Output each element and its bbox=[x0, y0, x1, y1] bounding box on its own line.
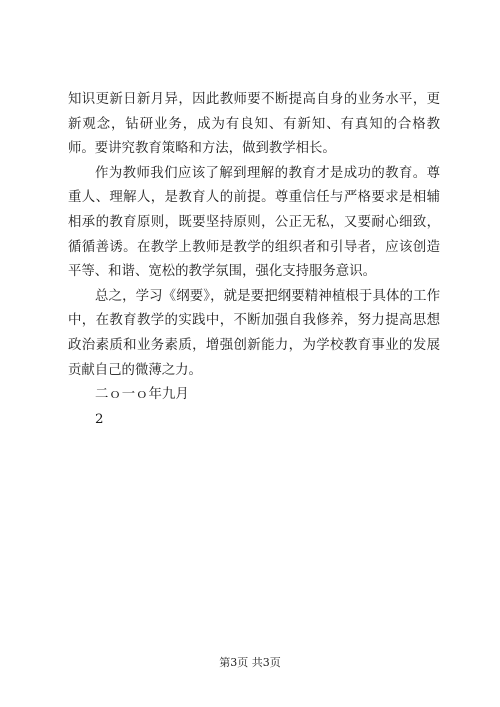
paragraph-2: 作为教师我们应该了解到理解的教育才是成功的教育。尊重人、理解人，是教育人的前提。尊重信任与严格要求是相辅相承的教育原则，既要坚持原则，公正无私，又要耐心细致，循循善诱。在教学上教师是教学的组织者和引导者，应该创造平等、和谐、宽松的教学氛围，强化支持服务意识。 bbox=[68, 165, 440, 280]
document-body bbox=[68, 88, 440, 432]
date-line: 二ｏ一ｏ年九月 bbox=[95, 387, 189, 403]
page-footer: 第3页 共3页 bbox=[219, 656, 281, 669]
inline-page-mark: 2 bbox=[95, 411, 104, 427]
paragraph-1: 知识更新日新月异，因此教师要不断提高自身的业务水平，更新观念，钻研业务，成为有良知、有新知、有真知的合格教师。要讲究教育策略和方法，做到教学相长。 bbox=[68, 92, 440, 157]
paragraph-3: 总之，学习《纲要》，就是要把纲要精神植根于具体的工作中，在教育教学的实践中，不断加强自我修养，努力提高思想政治素质和业务素质，增强创新能力，为学校教育事业的发展贡献自己的微薄之力。 bbox=[68, 288, 440, 378]
